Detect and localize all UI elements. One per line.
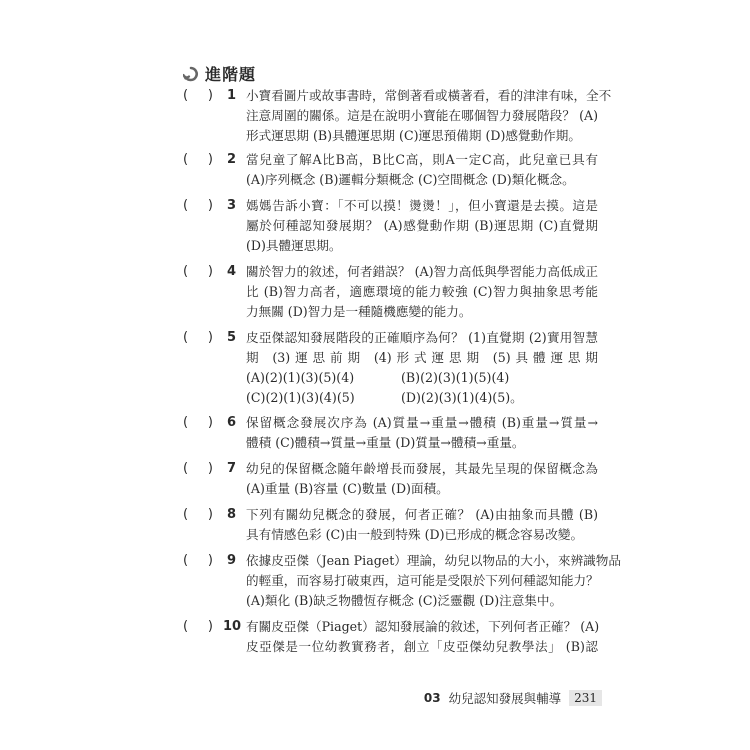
chapter-number: 03	[423, 691, 441, 705]
section-title: 進階題	[205, 65, 257, 84]
answer-blank[interactable]: ( )	[183, 553, 213, 568]
option-c: (C)(2)(1)(3)(4)(5)	[246, 390, 355, 405]
question-number: 8	[227, 507, 237, 522]
question-number: 1	[227, 88, 237, 103]
answer-blank[interactable]: ( )	[183, 415, 213, 430]
answer-blank[interactable]: ( )	[183, 330, 213, 345]
question-text: 關於智力的敘述，何者錯誤？ (A)智力高低與學習能力高低成正 比 (B)智力高者，適應環境的能力較強 (C)智力與抽象思考能 力無關 (D)智力是一種隨機應變的能力。	[246, 264, 598, 319]
option-row	[246, 388, 598, 408]
question-number: 4	[227, 264, 237, 279]
question-text: 保留概念發展次序為 (A)質量→重量→體積 (B)重量→質量→ 體積 (C)體積→質量→重量 (D)質量→體積→重量。	[246, 415, 598, 450]
answer-blank[interactable]: ( )	[183, 507, 213, 522]
answer-blank[interactable]: ( )	[183, 461, 213, 476]
question-number: 6	[227, 415, 237, 430]
question-number: 5	[227, 330, 237, 345]
option-b: (B)(2)(3)(1)(5)(4)	[401, 370, 510, 385]
answer-blank[interactable]: ( )	[183, 619, 213, 634]
question-number: 9	[227, 553, 237, 568]
question-text: 小寶看圖片或故事書時，常倒著看或橫著看，看的津津有味，全不 注意周圍的關係。這是在說明小寶能在哪個智力發展階段？ (A) 形式運思期 (B)具體運思期 (C)運思預備期 (D)感覺動作期。	[246, 88, 612, 143]
question-number: 2	[227, 152, 237, 167]
question-text: 皮亞傑認知發展階段的正確順序為何？ (1)直覺期 (2)實用智慧 期 (3)運思前期 (4)形式運思期 (5)具體運思期 (A)(2)(1)(3)(5)(4) (B)(2)(3)(1)(5)(4) (C)(2)(1)(3)(4)(5) (D)(2)(3)(1)(4)(5)。	[246, 328, 598, 408]
answer-blank[interactable]: ( )	[183, 152, 213, 167]
answer-blank[interactable]: ( )	[183, 198, 213, 213]
answer-blank[interactable]: ( )	[183, 264, 213, 279]
question-number: 10	[223, 619, 242, 634]
option-a: (A)(2)(1)(3)(5)(4)	[246, 370, 355, 385]
question-number: 7	[227, 461, 237, 476]
page-number: 231	[569, 690, 602, 706]
question-text: 下列有關幼兒概念的發展，何者正確？ (A)由抽象而具體 (B) 具有情感色彩 (C)由一般到特殊 (D)已形成的概念容易改變。	[246, 507, 598, 542]
circular-arrow-icon	[183, 66, 199, 82]
question-text: 依據皮亞傑（Jean Piaget）理論，幼兒以物品的大小，來辨識物品 的輕重，而容易打破東西，這可能是受限於下列何種認知能力？ (A)類化 (B)缺乏物體恆存概念 (C)泛靈觀 (D)注意集中。	[246, 553, 621, 608]
answer-blank[interactable]: ( )	[183, 88, 213, 103]
section-heading	[183, 62, 256, 85]
option-row	[246, 368, 598, 388]
option-d: (D)(2)(3)(1)(4)(5)。	[401, 390, 523, 405]
question-text: 媽媽告訴小寶：「不可以摸！燙燙！」，但小寶還是去摸。這是 屬於何種認知發展期？ (A)感覺動作期 (B)運思期 (C)直覺期 (D)具體運思期。	[246, 198, 598, 253]
question-text: 幼兒的保留概念隨年齡增長而發展，其最先呈現的保留概念為 (A)重量 (B)容量 (C)數量 (D)面積。	[246, 461, 598, 496]
question-number: 3	[227, 198, 237, 213]
page-footer	[424, 689, 602, 707]
question-text: 有關皮亞傑（Piaget）認知發展論的敘述，下列何者正確？ (A) 皮亞傑是一位幼教實務者，創立「皮亞傑幼兒教學法」 (B)認	[246, 619, 600, 654]
question-text: 當兒童了解A比B高，B比C高，則A一定C高，此兒童已具有 (A)序列概念 (B)邏輯分類概念 (C)空間概念 (D)類化概念。	[246, 152, 598, 187]
chapter-title: 幼兒認知發展與輔導	[448, 691, 562, 706]
